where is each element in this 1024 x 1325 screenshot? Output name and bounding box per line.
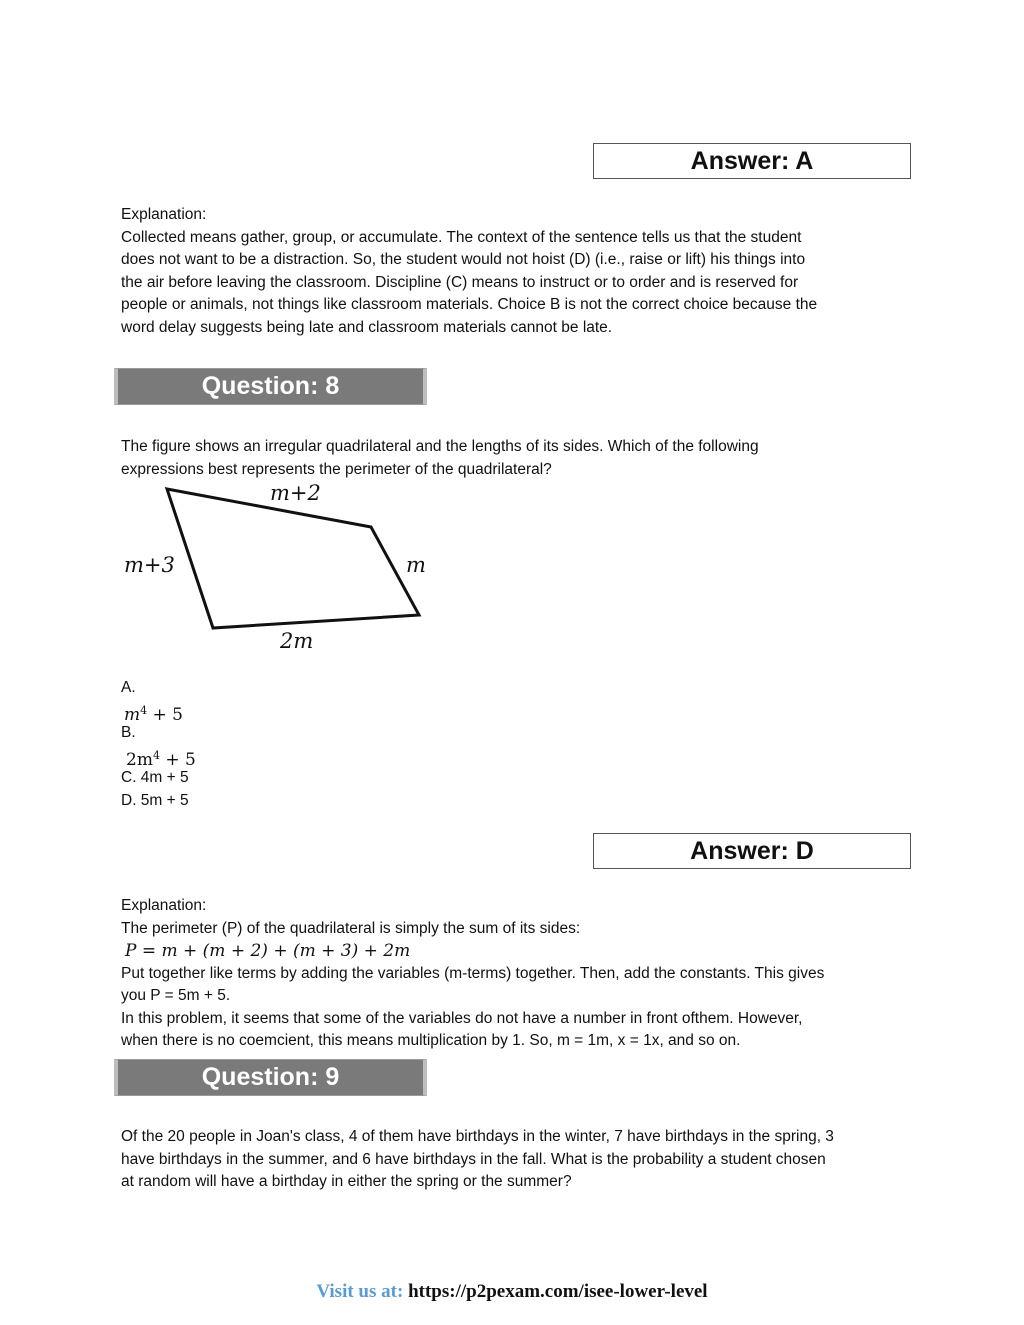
question-text bbox=[121, 436, 921, 481]
question-line: have birthdays in the summer, and 6 have birthdays in the fall. What is the probability a student chosen bbox=[121, 1150, 826, 1168]
quadrilateral-shape bbox=[167, 489, 419, 628]
side-label-bottom: 2m bbox=[280, 629, 314, 653]
explanation-heading: Explanation: bbox=[121, 206, 207, 223]
question-line: The figure shows an irregular quadrilateral and the lengths of its sides. Which of the following bbox=[121, 438, 759, 455]
answer-box bbox=[593, 833, 911, 869]
option-b-expression: $2m^4 + 5$ bbox=[126, 748, 196, 770]
explanation-line: The perimeter (P) of the quadrilateral is simply the sum of its sides: bbox=[121, 919, 581, 937]
answer-text: Answer: D bbox=[690, 836, 814, 865]
footer bbox=[0, 1281, 1024, 1303]
option-d: D. 5m + 5 bbox=[121, 791, 189, 809]
question-line: Of the 20 people in Joan's class, 4 of them have birthdays in the winter, 7 have birthdays in the spring, 3 bbox=[121, 1128, 834, 1145]
explanation-line: when there is no coemcient, this means multiplication by 1. So, m = 1m, x = 1x, and so on. bbox=[121, 1032, 741, 1049]
answer-box bbox=[593, 143, 911, 179]
question-line: expressions best represents the perimeter of the quadrilateral? bbox=[121, 460, 552, 478]
option-b-label: B. bbox=[121, 724, 136, 741]
explanation-heading: Explanation: bbox=[121, 897, 207, 914]
option-a-expression: $m^4 + 5$ bbox=[124, 703, 183, 725]
explanation-line: word delay suggests being late and classroom materials cannot be late. bbox=[121, 318, 613, 336]
explanation-line: people or animals, not things like classroom materials. Choice B is not the correct choice because the bbox=[121, 296, 818, 313]
question-header bbox=[114, 1059, 427, 1096]
question-title: Question: 8 bbox=[201, 372, 340, 400]
perimeter-formula: P = m + (m + 2) + (m + 3) + 2m bbox=[125, 941, 411, 961]
question-line: at random will have a birthday in either the spring or the summer? bbox=[121, 1173, 572, 1190]
question-title: Question: 9 bbox=[201, 1063, 340, 1091]
option-c: C. 4m + 5 bbox=[121, 769, 189, 786]
explanation-block bbox=[121, 204, 921, 339]
explanation-line: the air before leaving the classroom. Discipline (C) means to instruct or to order and is reserved for bbox=[121, 273, 799, 291]
side-label-left: m+3 bbox=[124, 553, 175, 577]
options-list bbox=[121, 677, 521, 812]
footer-label: Visit us at: bbox=[316, 1281, 409, 1302]
explanation-line: you P = 5m + 5. bbox=[121, 987, 231, 1004]
explanation-line: does not want to be a distraction. So, the student would not hoist (D) (i.e., raise or lift) his things into bbox=[121, 251, 806, 268]
side-label-right: m bbox=[406, 553, 426, 577]
explanation-line: In this problem, it seems that some of the variables do not have a number in front ofthem. However, bbox=[121, 1009, 803, 1027]
question-text bbox=[121, 1126, 921, 1194]
quadrilateral-figure bbox=[110, 476, 450, 656]
answer-text: Answer: A bbox=[690, 146, 814, 175]
option-a-label: A. bbox=[121, 679, 136, 696]
explanation-line: Collected means gather, group, or accumulate. The context of the sentence tells us that the student bbox=[121, 228, 802, 246]
question-header bbox=[114, 368, 427, 405]
side-label-top: m+2 bbox=[270, 481, 321, 505]
explanation-block bbox=[121, 895, 921, 1053]
explanation-line: Put together like terms by adding the variables (m-terms) together. Then, add the constants. This gives bbox=[121, 964, 825, 982]
footer-url-link[interactable]: https://p2pexam.com/isee-lower-level bbox=[408, 1281, 708, 1302]
